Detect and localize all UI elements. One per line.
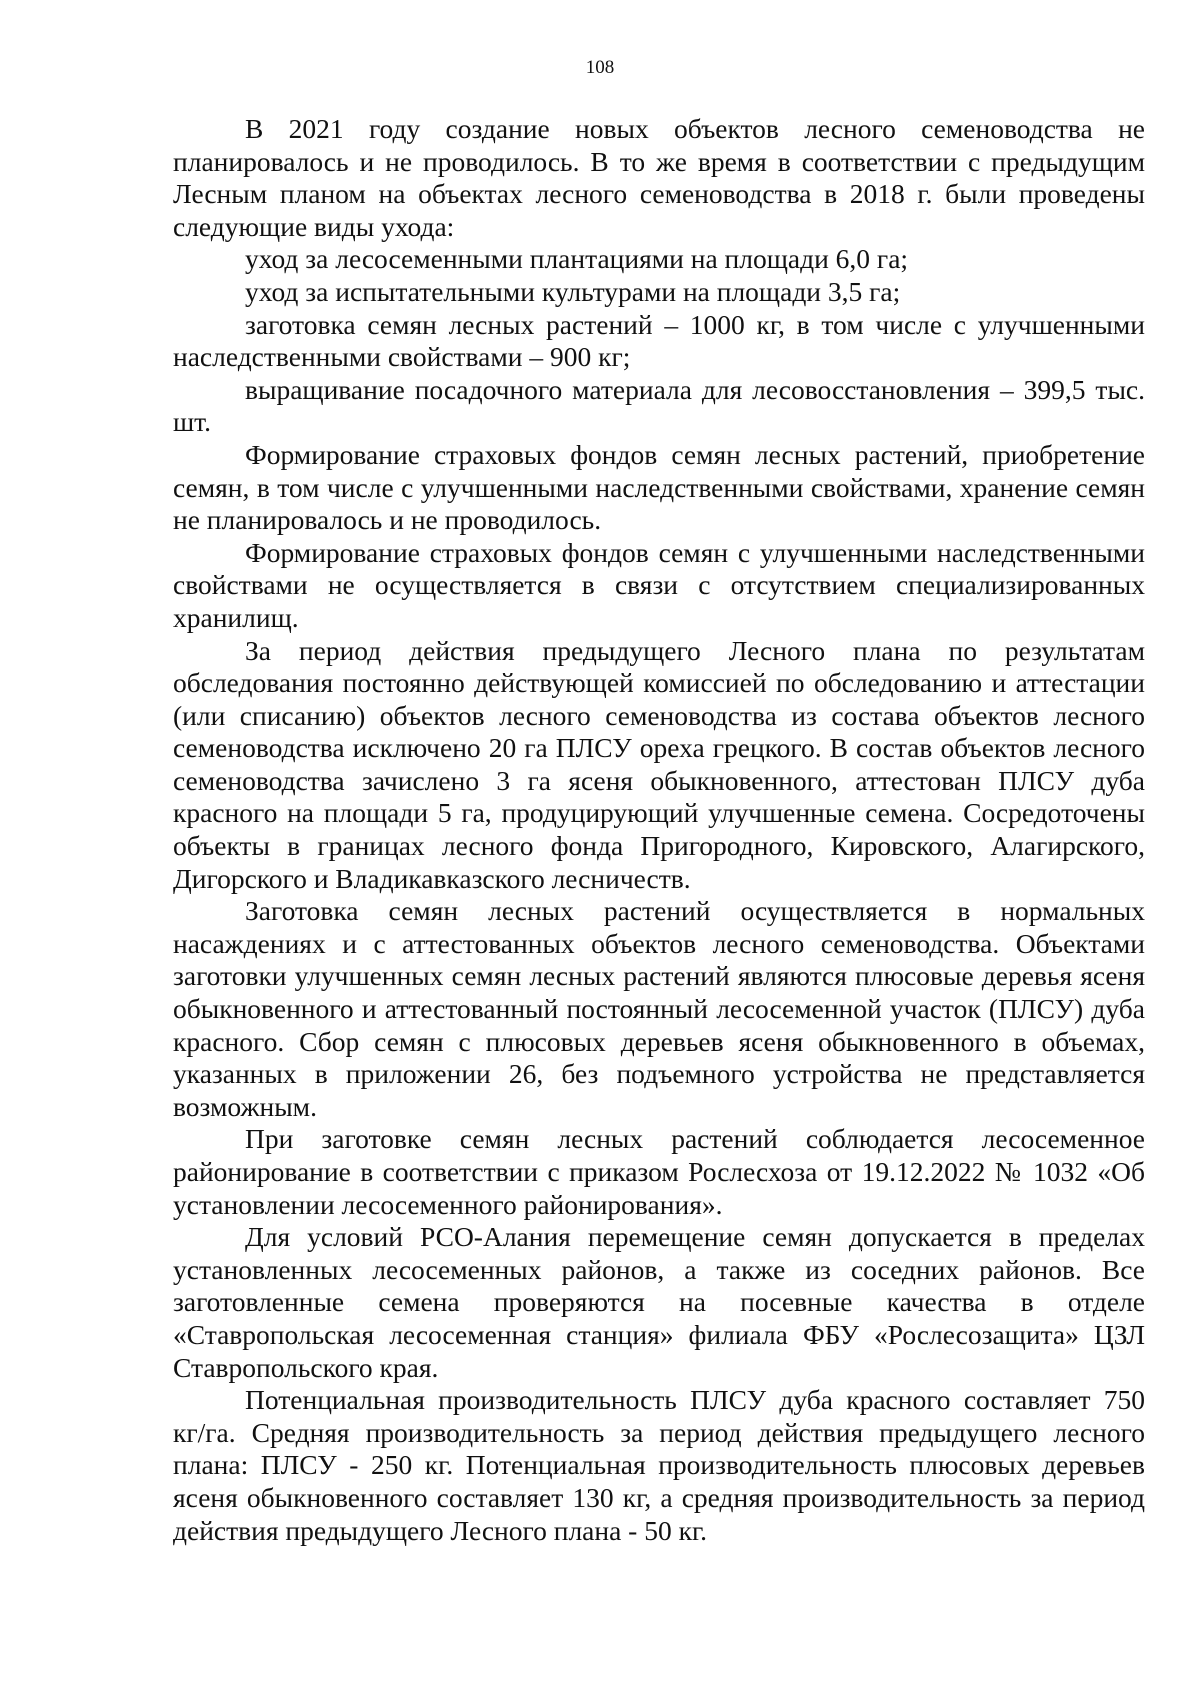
document-body [173, 113, 1145, 1547]
paragraph-no-new-objects: В 2021 году создание новых объектов лесного семеноводства не планировалось и не проводилось. В то же время в соответствии с предыдущим Лесным планом на объектах лесного семеноводства в 2018 г. были проведены следующие виды ухода: [173, 113, 1145, 242]
list-item-test-cultures-care: уход за испытательными культурами на площади 3,5 га; [245, 275, 901, 307]
page-number: 108 [585, 57, 615, 78]
paragraph-insurance-funds: Формирование страховых фондов семян лесных растений, приобретение семян, в том числе с улучшенными наследственными свойствами, хранение семян не планировалось и не проводилось. [173, 438, 1145, 536]
list-item-seed-harvest: заготовка семян лесных растений – 1000 кг, в том числе с улучшенными наследственными свойствами – 900 кг; [173, 308, 1145, 373]
paragraph-no-storage: Формирование страховых фондов семян с улучшенными наследственными свойствами не осуществляется в связи с отсутствием специализированных хранилищ. [173, 536, 1145, 633]
list-item-plantation-care: уход за лесосеменными плантациями на площади 6,0 га; [245, 243, 909, 275]
paragraph-zoning: При заготовке семян лесных растений соблюдается лесосеменное районирование в соответствии с приказом Рослесхоза от 19.12.2022 № 1032 «Об установлении лесосеменного районирования». [173, 1123, 1145, 1220]
paragraph-seed-harvesting: Заготовка семян лесных растений осуществляется в нормальных насаждениях и с аттестованных объектов лесного семеноводства. Объектами заготовки улучшенных семян лесных растений являются плюсовые деревья ясеня обыкновенного и аттестованный постоянный лесосеменной участок (ПЛСУ) дуба красного. Сбор семян с плюсовых деревьев ясеня обыкновенного в объемах, указанных в приложении 26, без подъемного устройства не представляется возможным. [173, 895, 1145, 1122]
paragraph-seed-movement: Для условий РСО-Алания перемещение семян допускается в пределах установленных лесосеменных районов, а также из соседних районов. Все заготовленные семена проверяются на посевные качества в отделе «Ставропольская лесосеменная станция» филиала ФБУ «Рослесозащита» ЦЗЛ Ставропольского края. [173, 1221, 1145, 1383]
paragraph-inspection-results: За период действия предыдущего Лесного плана по результатам обследования постоянно действующей комиссией по обследованию и аттестации (или списанию) объектов лесного семеноводства из состава объектов лесного семеноводства исключено 20 га ПЛСУ ореха грецкого. В состав объектов лесного семеноводства зачислено 3 га ясеня обыкновенного, аттестован ПЛСУ дуба красного на площади 5 га, продуцирующий улучшенные семена. Сосредоточены объекты в границах лесного фонда Пригородного, Кировского, Алагирского, Дигорского и Владикавказского лесничеств. [173, 634, 1145, 894]
list-item-planting-material: выращивание посадочного материала для лесовосстановления – 399,5 тыс. шт. [173, 373, 1145, 438]
paragraph-productivity: Потенциальная производительность ПЛСУ дуба красного составляет 750 кг/га. Средняя производительность за период действия предыдущего лесного плана: ПЛСУ - 250 кг. Потенциальная производительность плюсовых деревьев ясеня обыкновенного составляет 130 кг, а средняя производительность за период действия предыдущего Лесного плана - 50 кг. [173, 1384, 1145, 1546]
